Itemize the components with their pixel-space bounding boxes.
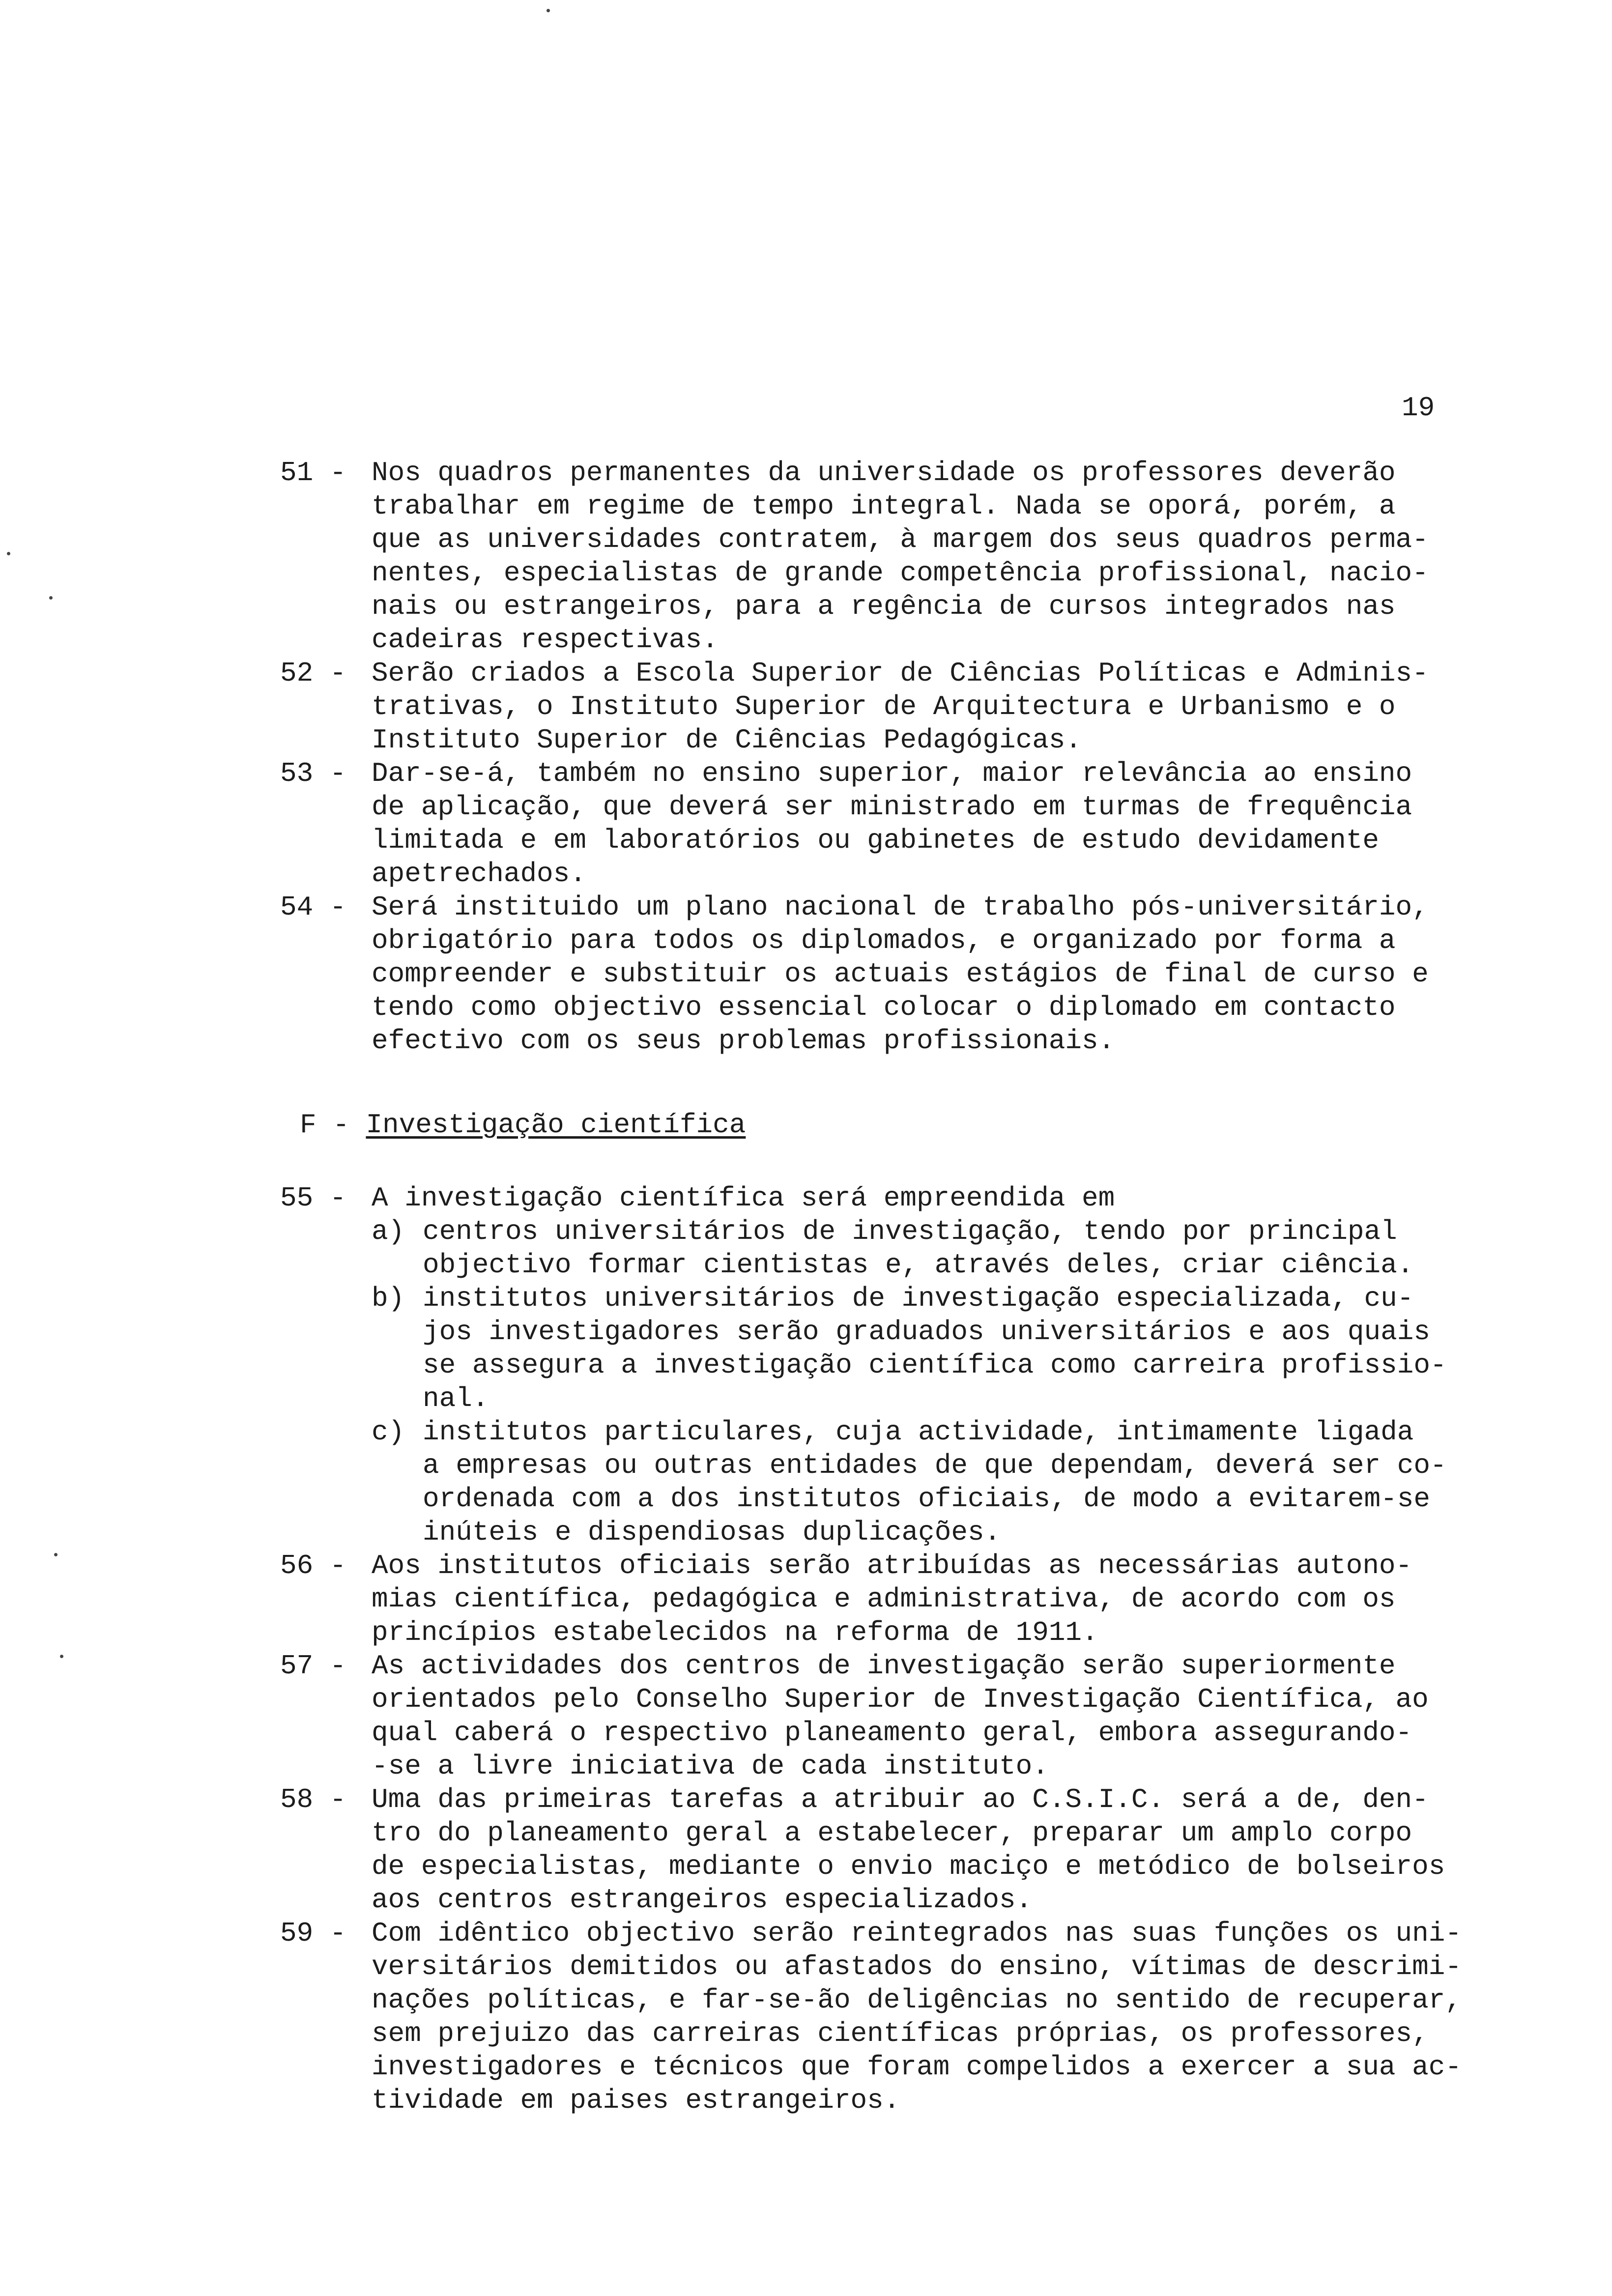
scan-speck <box>54 1553 58 1556</box>
paragraph-58 <box>280 1783 1509 1917</box>
paragraph-text: Com idêntico objectivo serão reintegrados nas suas funções os uni- versitários demitidos ou afastados do ensino, vítimas de descrimi- nações políticas, e far-se-ão deligências no sentido de recuperar, sem prejuizo das carreiras científicas próprias, os professores, investigadores e técnicos que foram compelidos a exercer a sua ac- tividade em paises estrangeiros. <box>372 1918 1462 2116</box>
paragraph-text: Nos quadros permanentes da universidade os professores deverão trabalhar em regime de tempo integral. Nada se oporá, porém, a que as universidades contratem, à margem dos seus quadros perma- nentes, especialistas de grande competência profissional, nacio- nais ou estrangeiros, para a regência de cursos integrados nas cadeiras respectivas. <box>372 457 1429 656</box>
paragraph-52 <box>280 657 1509 757</box>
list-item-text: centros universitários de investigação, tendo por principal objectivo formar cientistas e, através deles, criar ciência. <box>423 1216 1414 1281</box>
paragraph-57 <box>280 1649 1509 1783</box>
paragraph-text: Dar-se-á, também no ensino superior, maior relevância ao ensino de aplicação, que deverá ser ministrado em turmas de frequência limitada e em laboratórios ou gabinetes de estudo devidamente apetrechados. <box>372 758 1412 890</box>
paragraph-number: 58 - <box>280 1784 346 1815</box>
scan-speck <box>7 552 10 555</box>
section-title: Investigação científica <box>366 1109 746 1141</box>
paragraph-text: Aos institutos oficiais serão atribuídas as necessárias autono- mias científica, pedagógica e administrativa, de acordo com os princípios estabelecidos na reforma de 1911. <box>372 1550 1412 1648</box>
scan-speck <box>547 9 550 12</box>
paragraph-text: A investigação científica será empreendida em <box>372 1182 1115 1214</box>
list-item-text: institutos universitários de investigação especializada, cu- jos investigadores serão graduados universitários e aos quais se assegura a investigação científica como carreira profissio- nal. <box>423 1283 1447 1414</box>
paragraph-number: 59 - <box>280 1918 346 1949</box>
paragraph-59 <box>280 1917 1509 2117</box>
list-item-c <box>372 1415 1517 1549</box>
paragraph-text: Uma das primeiras tarefas a atribuir ao C.S.I.C. será a de, den- tro do planeamento geral a estabelecer, preparar um amplo corpo de especialistas, mediante o envio maciço e metódico de bolseiros aos centros estrangeiros especializados. <box>372 1784 1445 1916</box>
paragraph-54 <box>280 890 1509 1058</box>
paragraph-53 <box>280 757 1509 890</box>
paragraph-number: 52 - <box>280 658 346 689</box>
list-item-b <box>372 1282 1517 1415</box>
paragraph-number: 55 - <box>280 1182 346 1214</box>
paragraph-number: 57 - <box>280 1650 346 1682</box>
paragraph-number: 56 - <box>280 1550 346 1581</box>
paragraph-text: Será instituido um plano nacional de trabalho pós-universitário, obrigatório para todos os diplomados, e organizado por forma a compreender e substituir os actuais estágios de final de curso e tendo como objectivo essencial colocar o diplomado em contacto efectivo com os seus problemas profissionais. <box>372 891 1429 1057</box>
paragraph-56 <box>280 1549 1509 1649</box>
paragraph-number: 54 - <box>280 891 346 923</box>
scan-speck <box>49 596 53 600</box>
paragraph-55 <box>280 1181 1509 1215</box>
paragraph-text: Serão criados a Escola Superior de Ciências Políticas e Adminis- trativas, o Instituto Superior de Arquitectura e Urbanismo e o Instituto Superior de Ciências Pedagógicas. <box>372 658 1429 756</box>
paragraph-number: 53 - <box>280 758 346 789</box>
section-heading <box>300 1108 746 1142</box>
list-item-label: c) <box>372 1416 405 1448</box>
list-item-label: a) <box>372 1216 405 1247</box>
paragraph-number: 51 - <box>280 457 346 488</box>
list-item-a <box>372 1215 1517 1282</box>
list-item-text: institutos particulares, cuja actividade, intimamente ligada a empresas ou outras entidades de que dependam, deverá ser co- ordenada com a dos institutos oficiais, de modo a evitarem-se inúteis e dispendiosas duplicações. <box>423 1416 1447 1548</box>
list-item-label: b) <box>372 1283 405 1314</box>
page-number: 19 <box>1402 392 1435 424</box>
section-letter: F - <box>300 1109 349 1141</box>
paragraph-text: As actividades dos centros de investigação serão superiormente orientados pelo Conselho Superior de Investigação Científica, ao qual caberá o respectivo planeamento geral, embora assegurando- -se a livre iniciativa de cada instituto. <box>372 1650 1429 1782</box>
scan-speck <box>60 1655 63 1658</box>
paragraph-51 <box>280 456 1509 657</box>
